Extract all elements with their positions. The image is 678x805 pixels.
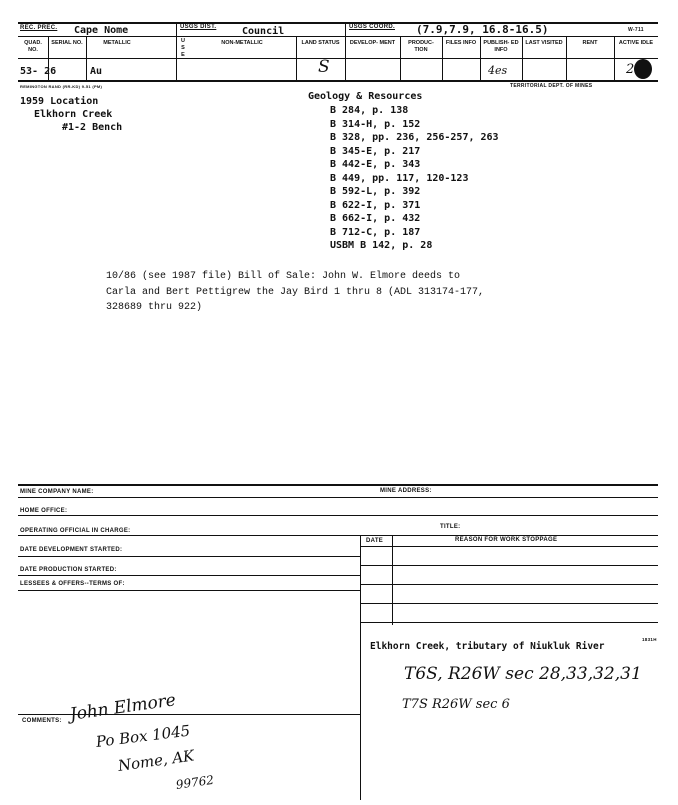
stoppage-note: Elkhorn Creek, tributary of Niukluk River	[370, 641, 605, 652]
land-status-value: S	[318, 57, 330, 77]
active-value: 2	[626, 62, 635, 77]
col-last-visited: LAST VISITED	[525, 40, 563, 46]
reference-item: B 314-H, p. 152	[330, 118, 421, 130]
col-production: PRODUC- TION	[408, 40, 434, 53]
metallic-value: Au	[90, 66, 103, 77]
divider	[18, 535, 658, 536]
usgs-dist-value: Council	[242, 26, 285, 37]
corner-code: W-711	[628, 27, 644, 33]
divider	[18, 515, 658, 516]
divider	[392, 535, 393, 625]
date-production-label: DATE PRODUCTION STARTED:	[20, 567, 117, 573]
location-bench: #1-2 Bench	[62, 122, 123, 133]
divider	[360, 584, 658, 585]
reference-item: B 449, pp. 117, 120-123	[330, 172, 469, 184]
comments-label: COMMENTS:	[22, 718, 62, 724]
header-bottom-rule	[18, 80, 658, 82]
reference-item: B 328, pp. 236, 256-257, 263	[330, 132, 499, 143]
reference-item: B 592-L, p. 392	[330, 186, 421, 197]
col-serial-no: SERIAL NO.	[51, 40, 83, 46]
col-land-status: LAND STATUS	[301, 40, 340, 46]
divider	[345, 22, 346, 36]
col-quad-no: QUAD. NO.	[24, 40, 42, 53]
col-metallic: METALLIC	[103, 40, 131, 46]
divider	[18, 556, 360, 557]
note-line-1: 10/86 (see 1987 file) Bill of Sale: John W. Elmore deeds to	[106, 271, 461, 282]
header-col-rule	[18, 58, 658, 59]
divider	[18, 590, 360, 591]
col-nonmetallic: NON-METALLIC	[221, 40, 263, 46]
references-heading: Geology & Resources	[308, 91, 423, 102]
reference-item: B 284, p. 138	[330, 105, 409, 116]
note-line-3: 328689 thru 922)	[106, 302, 203, 313]
header-mid-rule	[18, 36, 658, 37]
col-published-info: PUBLISH- ED INFO	[483, 40, 519, 53]
reference-item: USBM B 142, p. 28	[330, 240, 433, 251]
usgs-coord-value: (7.9,7.9, 16.8-16.5)	[416, 23, 549, 36]
rec-prec-value: Cape Nome	[74, 25, 129, 36]
usgs-coord-label: USGS COORD.	[349, 24, 395, 30]
col-rent: RENT	[582, 40, 598, 46]
location-year: 1959 Location	[20, 96, 99, 107]
divider	[360, 565, 658, 566]
rec-prec-label: REC. PREC.	[20, 25, 58, 31]
divider	[18, 484, 658, 486]
township-line-2: T7S R26W sec 6	[402, 697, 510, 712]
col-files-info: FILES INFO	[445, 40, 477, 46]
reference-item: B 712-C, p. 187	[330, 226, 421, 238]
comment-zip: 99762	[175, 772, 215, 792]
mine-company-label: MINE COMPANY NAME:	[20, 489, 94, 495]
reason-column-header: REASON FOR WORK STOPPAGE	[455, 537, 558, 543]
divider	[360, 622, 658, 623]
comment-name: John Elmore	[68, 690, 178, 725]
comment-city: Nome, AK	[116, 746, 196, 775]
divider	[18, 575, 360, 576]
home-office-label: HOME OFFICE:	[20, 508, 68, 514]
date-column-header: DATE	[366, 538, 384, 544]
comment-box: Po Box 1045	[94, 721, 192, 751]
divider	[18, 497, 378, 498]
territorial-tag: TERRITORIAL DEPT. OF MINES	[510, 83, 593, 89]
divider	[360, 603, 658, 604]
divider	[176, 22, 177, 36]
divider	[360, 535, 361, 800]
stoppage-note-tag: 1831H	[642, 637, 657, 642]
divider	[375, 497, 658, 498]
divider	[176, 37, 177, 80]
reference-item: B 442-E, p. 343	[330, 159, 421, 170]
date-development-label: DATE DEVELOPMENT STARTED:	[20, 547, 123, 553]
mine-address-label: MINE ADDRESS:	[380, 488, 432, 494]
col-development: DEVELOP- MENT	[349, 40, 396, 46]
title-label: TITLE:	[440, 524, 461, 530]
col-active-idle: ACTIVE IDLE	[618, 40, 654, 46]
form-tag: REMINGTON RAND (RR-KD) 9-51 (PM)	[20, 84, 103, 89]
lessees-label: LESSEES & OFFERS--TERMS OF:	[20, 581, 125, 587]
quad-value: 53- 26	[20, 66, 57, 77]
punch-hole	[634, 59, 652, 79]
published-value: 4es	[488, 64, 508, 77]
references-list	[330, 104, 499, 253]
header-top-rule	[18, 22, 658, 24]
reference-item: B 622-I, p. 371	[330, 199, 421, 211]
usgs-dist-label: USGS DIST.	[180, 24, 217, 30]
reference-item: B 345-E, p. 217	[330, 145, 421, 157]
operating-official-label: OPERATING OFFICIAL IN CHARGE:	[20, 528, 131, 534]
reference-item: B 662-I, p. 432	[330, 213, 421, 224]
location-creek: Elkhorn Creek	[34, 109, 113, 120]
note-line-2: Carla and Bert Pettigrew the Jay Bird 1 thru 8 (ADL 313174-177,	[106, 287, 485, 298]
col-use: U S E	[181, 38, 185, 58]
divider	[360, 546, 658, 547]
township-line-1: T6S, R26W sec 28,33,32,31	[404, 664, 642, 684]
